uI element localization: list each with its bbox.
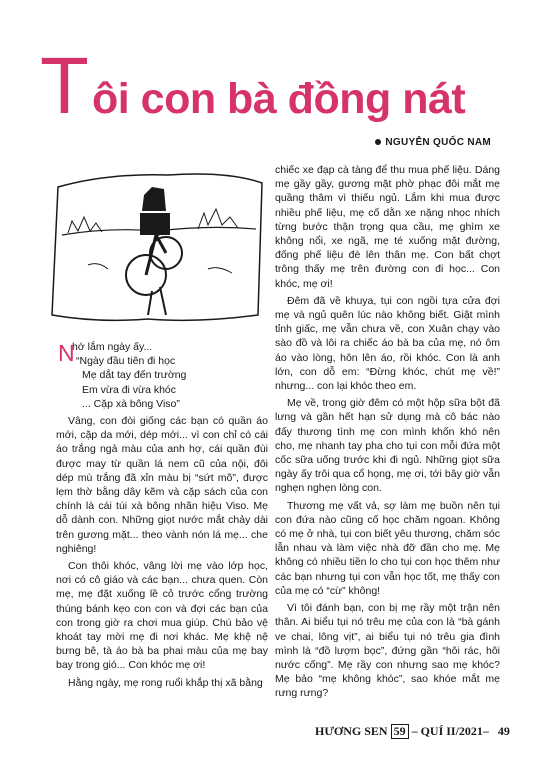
bicycle-illustration [48,165,268,325]
poem [56,340,268,411]
paragraph: Vì tôi đánh bạn, con bị mẹ rầy một trận nên thân. Ai biểu tụi nó trêu mẹ của con là “bà gánh ve chai, lông vịt”, ai biểu tụi nó trêu gia đình mình là “đồ lượm bọc”, đứng gần “hôi rác, hôi nước cống”. Mẹ rầy con nhưng sao mẹ khóc? Mẹ bảo “mẹ không khóc”, sao khóe mắt mẹ rưng rưng? [275,602,500,700]
paragraph: Vâng, con đòi giống các bạn có quần áo mới, cặp da mới, dép mới... vì con chỉ có cái áo trắng ngả màu của anh hợ, cái quần đùi được may từ quần lá nem cũ của nội, đôi dép mù trắng đã xỉn màu bị “sứt mõ”, được lẹm thờ bằng dây kẽm và cặp sách của con chính là cái túi xà bông nhãn hiệu Viso. Mẹ dỗ dành con. Những giọt nước mắt chảy dài trên gương mặt... theo vành nón lá mẹ... che nghiêng! [56,415,268,555]
magazine-name: HƯƠNG SEN [315,724,388,738]
paragraph: Mẹ về, trong giờ đêm có một hộp sữa bột đã lưng và gần hết hạn sử dụng mà cô bác nào đấy thương tình mẹ con mình khốn khó nên cho, mẹ nhanh tay pha cho tụi con mỗi đứa một cốc sữa uống trước khi đi ngủ. Những giọt sữa ngày ấy trôi qua cổ họng, mẹ ơi, tới bây giờ vẫn nghẹn nghẹn lòng con. [275,397,500,495]
bullet-icon [375,139,381,145]
left-column [56,340,268,690]
paragraph: Con thôi khóc, vâng lời mẹ vào lớp học, nơi có cô giáo và các bạn... chưa quen. Còn mẹ, mẹ đặt xuống lề cỏ trước cổng trường thúng bánh kẹo con con và đợi các bạn của con trong giờ ra chơi mua giúp. Chú bảo vệ khoát tay mời mẹ đi nơi khác. Mẹ khệ nệ bưng bê, tà áo bà ba phai màu của mẹ bay bay trong gió... Con khóc mẹ ơi! [56,560,268,672]
author-byline [375,137,491,148]
article-title [32,41,512,130]
author-name: NGUYỄN QUỐC NAM [385,137,491,148]
poem-line: hớ lắm ngày ấy... [72,341,153,353]
title-first-letter: T [40,41,89,130]
poem-line: “Ngày đầu tiên đi học [76,355,176,368]
dropcap: N [58,340,75,366]
poem-line: Em vừa đi vừa khóc [82,383,177,396]
paragraph: Thương mẹ vất vả, sợ làm mẹ buồn nên tụi con đứa nào cũng cố học chăm ngoan. Không có mẹ ở nhà, tụi con biết yêu thương, chăm sóc lẫn nhau và làm việc nhà đỡ đần cho mẹ. Mẹ không có nhiều tiền lo cho tụi con học thêm như các bạn nhưng tụi con vẫn học tốt, mẹ thấy con của mẹ có “cừ” không! [275,499,500,597]
title-text: ôi con bà đồng nát [92,75,466,123]
page-number: 49 [497,724,510,738]
right-column [275,163,500,701]
paragraph: chiếc xe đạp cà tàng để thu mua phế liệu. Dáng mẹ gầy gầy, gương mặt phờ phạc đôi mắt mẹ quầng thâm vì thiếu ngủ. Lắm khi mua được nhiều phế liệu, mẹ cố dằn xe nặng nhọc nhích từng bước thận trọng qua cầu, mẹ ghìm xe không nổi, xe ngã, mẹ té xuống mặt đường, đống phế liệu đè lên thân mẹ. Con bất chợt trông thấy mẹ trên đường con đi học... Con khóc, mẹ ơi! [275,164,500,290]
poem-line: Mẹ dắt tay đến trường [82,369,187,382]
page-footer [315,724,510,739]
issue-period: – QUÍ II/2021– [411,724,489,738]
paragraph: Đêm đã về khuya, tụi con ngồi tựa cửa đợi mẹ và ngủ quên lúc nào không biết. Giật mình tỉnh giấc, mẹ vẫn chưa về, con Xuân chạy vào sào đồ và lôi ra chiếc áo bà ba của mẹ, nó ôm áo vào lòng, hôn lên áo, rồi khóc. Con là anh lớn, con dỗ em: “Đừng khóc, chút mẹ về!” nhưng... con lại khóc theo em. [275,294,500,393]
paragraph: Hằng ngày, mẹ rong ruổi khắp thị xã bằng [68,676,263,689]
issue-number: 59 [391,724,409,739]
poem-line: ... Cặp xà bông Viso” [82,397,180,410]
